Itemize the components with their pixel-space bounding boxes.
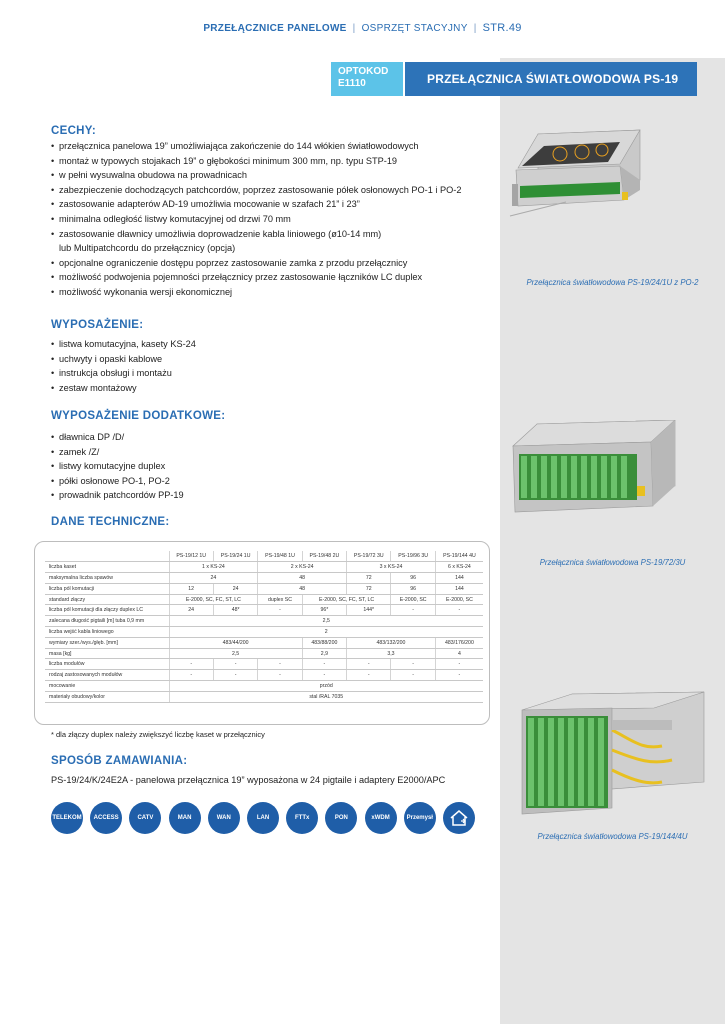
header-subsection: OSPRZĘT STACYJNY xyxy=(361,23,468,34)
table-row-label: wymiary szer./wys./głęb. [mm] xyxy=(45,637,169,648)
table-cell: stal /RAL 7035 xyxy=(169,691,483,702)
list-item: • możliwość podwojenia pojemności przełącznicy przez zastosowanie łączników LC duplex xyxy=(51,272,423,283)
table-cell: - xyxy=(347,670,391,681)
table-cell: E-2000, SC xyxy=(391,594,435,605)
table-row-label: liczba pól komutacji dla złączy duplex LC xyxy=(45,605,169,616)
list-item: • instrukcja obsługi i montażu xyxy=(51,368,172,379)
list-item: • opcjonalne ograniczenie dostępu poprzez zastosowanie zamka z przodu przełącznicy xyxy=(51,257,408,268)
list-item: • półki osłonowe PO-1, PO-2 xyxy=(51,475,170,486)
table-cell: 483/44/200 xyxy=(169,637,302,648)
tech-table-frame xyxy=(34,541,490,725)
table-column-header: PS-19/48 1U xyxy=(258,551,302,562)
caption-1u: Przełącznica światłowodowa PS-19/24/1U z PO-2 xyxy=(526,278,699,287)
table-cell: 48* xyxy=(213,605,257,616)
list-item: • w pełni wysuwalna obudowa na prowadnicach xyxy=(51,170,247,181)
table-cell: - xyxy=(391,670,435,681)
table-cell: 48 xyxy=(258,583,347,594)
table-cell: - xyxy=(258,605,302,616)
caption-4u: Przełącznica światłowodowa PS-19/144/4U xyxy=(537,832,688,841)
table-cell: 4 xyxy=(435,648,483,659)
table-cell: - xyxy=(258,659,302,670)
product-image-4u xyxy=(512,690,707,820)
table-cell: - xyxy=(213,659,257,670)
table-cell: - xyxy=(347,659,391,670)
table-row-label: liczba kaset xyxy=(45,562,169,573)
order-heading: SPOSÓB ZAMAWIANIA: xyxy=(51,755,188,767)
list-item: • prowadnik patchcordów PP-19 xyxy=(51,490,184,501)
table-cell: 144 xyxy=(435,583,483,594)
list-item: • zastosowanie dławnicy umożliwia doprowadzenie kabla liniowego (ø10-14 mm) xyxy=(51,228,382,239)
table-cell: 24 xyxy=(213,583,257,594)
optokod-label: OPTOKOD xyxy=(338,66,389,77)
extra-equipment-list xyxy=(51,430,184,503)
table-row-label: standard złączy xyxy=(45,594,169,605)
product-image-3u xyxy=(507,420,677,530)
list-item: • listwy komutacyjne duplex xyxy=(51,461,166,472)
table-cell: - xyxy=(169,670,213,681)
table-cell: - xyxy=(435,659,483,670)
table-cell: 24 xyxy=(169,605,213,616)
table-column-header: PS-19/72 3U xyxy=(347,551,391,562)
table-cell: przód xyxy=(169,681,483,692)
table-cell: - xyxy=(302,659,346,670)
table-cell: - xyxy=(435,605,483,616)
table-cell: 3 x KS-24 xyxy=(347,562,436,573)
table-cell: 483/176/200 xyxy=(435,637,483,648)
table-row xyxy=(45,562,483,573)
table-column-header: PS-19/12 1U xyxy=(169,551,213,562)
table-row-label: maksymalna liczba spawów xyxy=(45,573,169,584)
table-row xyxy=(45,670,483,681)
table-row-label: mocowanie xyxy=(45,681,169,692)
list-item: • zamek /Z/ xyxy=(51,446,100,457)
list-item: • listwa komutacyjna, kasety KS-24 xyxy=(51,339,196,349)
table-row xyxy=(45,573,483,584)
table-header-row xyxy=(45,551,483,562)
table-column-header: PS-19/48 2U xyxy=(302,551,346,562)
table-cell: duplex SC xyxy=(258,594,302,605)
table-cell: 483/88/200 xyxy=(302,637,346,648)
table-column-header: PS-19/144 4U xyxy=(435,551,483,562)
table-cell: - xyxy=(213,670,257,681)
product-title: PRZEŁĄCZNICA ŚWIATŁOWODOWA PS-19 xyxy=(405,62,697,96)
list-item: • zabezpieczenie dochodzących patchcordów, poprzez zastosowanie półek osłonowych PO-1 i PO-2 xyxy=(51,184,462,195)
header-separator: | xyxy=(352,23,356,34)
table-cell: 144 xyxy=(435,573,483,584)
application-badge: Przemysł xyxy=(404,802,436,834)
table-cell: 72 xyxy=(347,573,391,584)
list-item: • montaż w typowych stojakach 19” o głębokości minimum 300 mm, np. typu STP-19 xyxy=(51,155,398,166)
table-row xyxy=(45,616,483,627)
tech-heading: DANE TECHNICZNE: xyxy=(51,516,170,528)
table-row xyxy=(45,583,483,594)
table-cell: 2 x KS-24 xyxy=(258,562,347,573)
table-row xyxy=(45,681,483,692)
order-example: PS-19/24/K/24E2A - panelowa przełącznica 19” wyposażona w 24 pigtaile i adaptery E2000/APC xyxy=(51,775,446,785)
table-cell: 1 x KS-24 xyxy=(169,562,258,573)
optokod-box xyxy=(331,62,403,96)
list-item: • przełącznica panelowa 19” umożliwiająca zakończenie do 144 włókien światłowodowych xyxy=(51,141,419,151)
list-item: • dławnica DP /D/ xyxy=(51,432,125,442)
table-cell: 12 xyxy=(169,583,213,594)
tech-footnote: * dla złączy duplex należy zwiększyć liczbę kaset w przełącznicy xyxy=(51,730,265,739)
table-cell: 2,5 xyxy=(169,616,483,627)
table-column-header: PS-19/96 3U xyxy=(391,551,435,562)
table-cell: 96* xyxy=(302,605,346,616)
product-image-1u xyxy=(508,128,643,238)
table-cell: 96 xyxy=(391,583,435,594)
table-cell: 48 xyxy=(258,573,347,584)
table-row xyxy=(45,691,483,702)
tech-table xyxy=(45,551,483,703)
table-row-label: materiały obudowy/kolor xyxy=(45,691,169,702)
application-badge: PON xyxy=(325,802,357,834)
table-header-blank xyxy=(45,551,169,562)
application-badge: MAN xyxy=(169,802,201,834)
table-cell: - xyxy=(391,659,435,670)
list-item: • uchwyty i opaski kablowe xyxy=(51,353,163,364)
list-item: • możliwość wykonania wersji ekonomicznej xyxy=(51,286,233,297)
table-cell: 2,5 xyxy=(169,648,302,659)
table-cell: E-2000, SC xyxy=(435,594,483,605)
header-separator: | xyxy=(473,23,477,34)
table-cell: 72 xyxy=(347,583,391,594)
table-cell: E-2000, SC, FC, ST, LC xyxy=(169,594,258,605)
application-badge: WAN xyxy=(208,802,240,834)
page-header xyxy=(0,22,725,34)
table-cell: 24 xyxy=(169,573,258,584)
table-row xyxy=(45,605,483,616)
table-cell: 144* xyxy=(347,605,391,616)
list-item: • zastosowanie adapterów AD-19 umożliwia mocowanie w szafach 21” i 23” xyxy=(51,199,360,210)
caption-3u: Przełącznica światłowodowa PS-19/72/3U xyxy=(539,558,686,567)
table-cell: 6 x KS-24 xyxy=(435,562,483,573)
application-badge: CATV xyxy=(129,802,161,834)
table-row-label: masa [kg] xyxy=(45,648,169,659)
features-heading: CECHY: xyxy=(51,125,97,137)
table-cell: - xyxy=(435,670,483,681)
table-cell: - xyxy=(169,659,213,670)
header-section: PRZEŁĄCZNICE PANELOWE xyxy=(203,23,347,34)
table-row xyxy=(45,594,483,605)
application-badge: TELEKOM xyxy=(51,802,83,834)
table-cell: 483/132/200 xyxy=(347,637,436,648)
equipment-heading: WYPOSAŻENIE: xyxy=(51,319,144,331)
table-cell: - xyxy=(258,670,302,681)
equipment-list xyxy=(51,337,196,395)
application-badge: FTTx xyxy=(286,802,318,834)
list-item: • minimalna odległość listwy komutacyjnej od drzwi 70 mm xyxy=(51,213,291,224)
table-row-label: liczba modułów xyxy=(45,659,169,670)
table-cell: 3,3 xyxy=(347,648,436,659)
page-number: STR.49 xyxy=(482,22,522,34)
table-row-label: rodzaj zastosowanych modułów xyxy=(45,670,169,681)
application-badge: ACCESS xyxy=(90,802,122,834)
table-cell: - xyxy=(302,670,346,681)
table-row xyxy=(45,627,483,638)
table-column-header: PS-19/24 1U xyxy=(213,551,257,562)
table-row xyxy=(45,637,483,648)
table-row-label: zalecana długość pigtaili [m] tuba 0,9 mm xyxy=(45,616,169,627)
list-item: • zestaw montażowy xyxy=(51,382,137,393)
house-icon xyxy=(443,802,475,834)
application-badge: LAN xyxy=(247,802,279,834)
table-cell: E-2000, SC, FC, ST, LC xyxy=(302,594,391,605)
table-row xyxy=(45,648,483,659)
list-item-continuation: lub Multipatchcordu do przełącznicy (opcja) xyxy=(59,243,236,254)
features-list xyxy=(51,139,461,300)
table-cell: 2,9 xyxy=(302,648,346,659)
optokod-code: E1110 xyxy=(338,78,366,89)
table-cell: 96 xyxy=(391,573,435,584)
table-row-label: liczba wejść kabla liniowego xyxy=(45,627,169,638)
extra-equipment-heading: WYPOSAŻENIE DODATKOWE: xyxy=(51,410,226,422)
application-badge: xWDM xyxy=(365,802,397,834)
table-row-label: liczba pól komutacji xyxy=(45,583,169,594)
table-row xyxy=(45,659,483,670)
table-cell: 2 xyxy=(169,627,483,638)
table-cell: - xyxy=(391,605,435,616)
